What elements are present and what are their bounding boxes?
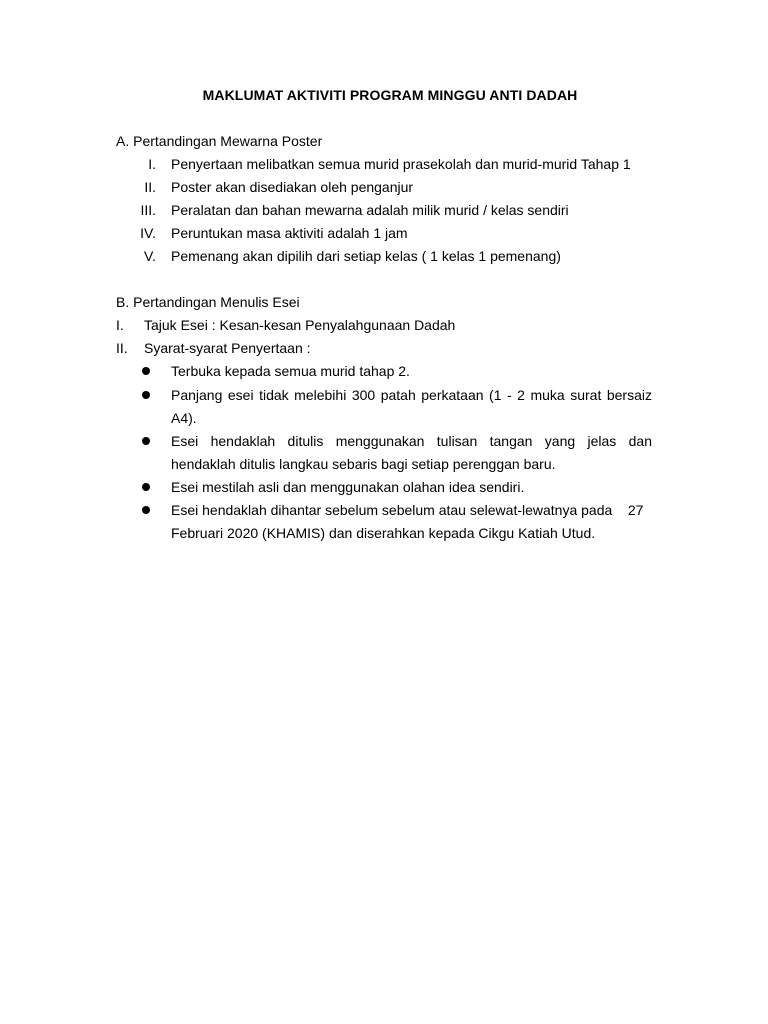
item-text: Pemenang akan dipilih dari setiap kelas ( 1 kelas 1 pemenang) [171,248,561,264]
bullet-icon [142,483,150,491]
bullet-icon [142,437,150,445]
bullet-line: Panjang esei tidak melebihi 300 patah perkataan (1 - 2 muka surat bersaiz [171,387,652,403]
item-text: Poster akan disediakan oleh penganjur [171,179,414,195]
bullet-item [140,360,652,383]
section-b-heading: B. Pertandingan Menulis Esei [116,294,300,310]
page-title: MAKLUMAT AKTIVITI PROGRAM MINGGU ANTI DADAH [202,87,578,103]
bullet-icon [142,391,150,399]
bullet-line: A4). [171,410,197,426]
bullet-line: Februari 2020 (KHAMIS) dan diserahkan kepada Cikgu Katiah Utud. [171,525,596,541]
section-a-item-4 [116,225,656,247]
bullet-line: Esei hendaklah dihantar sebelum sebelum atau selewat-lewatnya pada 27 [171,502,644,518]
item-number: I. [148,156,156,172]
section-a-item-3 [116,202,656,224]
section-a-item-5 [116,248,656,270]
item-number: II. [116,340,128,356]
bullet-icon [142,367,150,375]
item-text: Syarat-syarat Penyertaan : [144,340,311,356]
bullet-item [140,499,652,545]
item-number: III. [140,202,156,218]
bullet-item [140,430,652,476]
section-b-item-1 [116,317,656,339]
bullet-item [140,384,652,430]
bullet-line: Terbuka kepada semua murid tahap 2. [171,363,410,379]
section-a-item-2 [116,179,656,201]
bullet-line: hendaklah ditulis langkau sebaris bagi setiap perenggan baru. [171,456,556,472]
section-a-heading: A. Pertandingan Mewarna Poster [116,133,323,149]
bullet-item [140,476,652,499]
bullet-icon [142,506,150,514]
item-number: I. [116,317,124,333]
item-number: IV. [140,225,156,241]
item-number: V. [144,248,156,264]
bullet-line: Esei hendaklah ditulis menggunakan tulisan tangan yang jelas dan [171,433,652,449]
bullet-line: Esei mestilah asli dan menggunakan olahan idea sendiri. [171,479,525,495]
item-text: Tajuk Esei : Kesan-kesan Penyalahgunaan Dadah [144,317,456,333]
section-b-item-2 [116,340,656,362]
item-number: II. [144,179,156,195]
item-text: Peruntukan masa aktiviti adalah 1 jam [171,225,408,241]
section-a-item-1 [116,156,656,178]
item-text: Penyertaan melibatkan semua murid prasekolah dan murid-murid Tahap 1 [171,156,631,172]
item-text: Peralatan dan bahan mewarna adalah milik murid / kelas sendiri [171,202,569,218]
